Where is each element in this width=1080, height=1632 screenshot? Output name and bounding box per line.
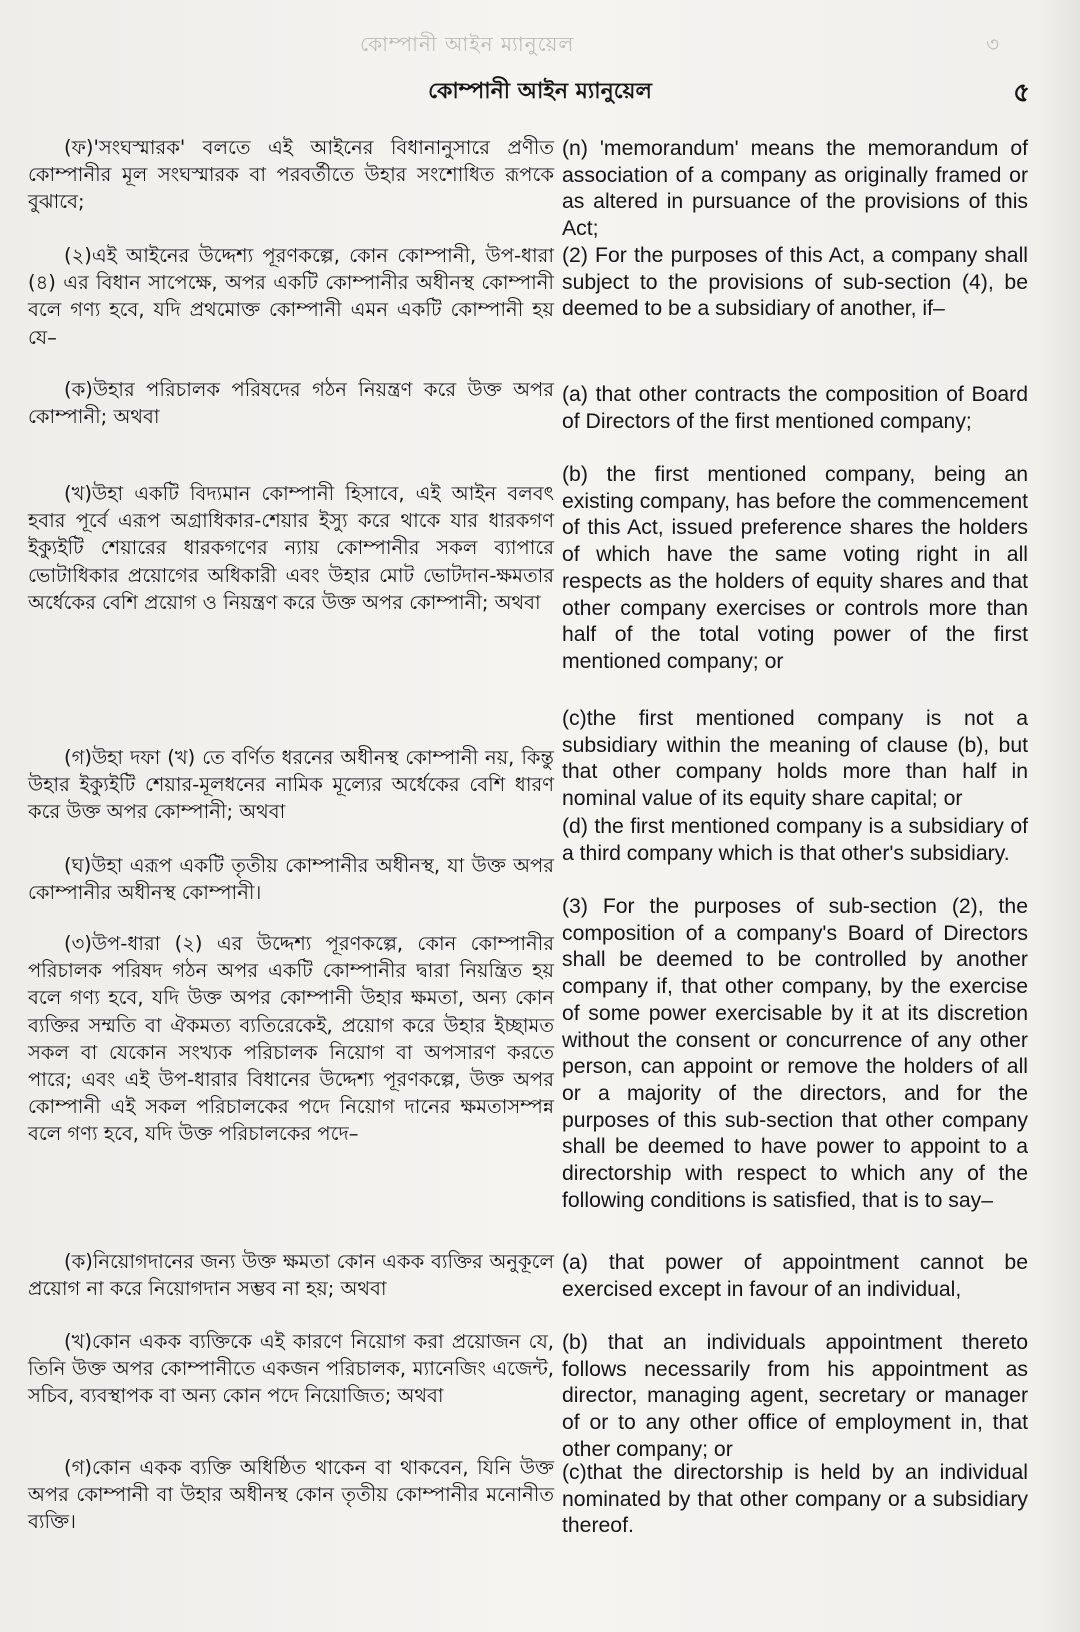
- page-title: কোম্পানী আইন ম্যানুয়েল: [428, 79, 652, 104]
- bleed-through-page-number: ৩: [985, 32, 1000, 56]
- english-paragraph: (c)the first mentioned company is not a subsidiary within the meaning of clause (b), but that other company holds more than half in nominal value of its equity share capital; or: [562, 707, 1028, 811]
- english-paragraph: (2) For the purposes of this Act, a company shall subject to the provisions of sub-section (4), be deemed to be a subsidiary of another, if–: [562, 244, 1028, 321]
- english-paragraph: (b) the first mentioned company, being an existing company, has before the commencement of this Act, issued preference shares the holders of which have the same voting right in all respects as the holders of equity shares and that other company exercises or controls more than half of the total voting power of the first mentioned company; or: [562, 463, 1028, 673]
- bengali-paragraph: (গ)উহা দফা (খ) তে বর্ণিত ধরনের অধীনস্থ কোম্পানী নয়, কিন্তু উহার ইক্যুইটি শেয়ার-মূলধনের নামিক মূল্যের অর্ধেকের বেশি ধারণ করে উক্ত অপর কোম্পানী; অথবা: [28, 746, 554, 824]
- english-paragraph: (c)that the directorship is held by an individual nominated by that other company or a subsidiary thereof.: [562, 1461, 1028, 1538]
- bengali-paragraph: (ক)উহার পরিচালক পরিষদের গঠন নিয়ন্ত্রণ করে উক্ত অপর কোম্পানী; অথবা: [28, 378, 554, 429]
- bengali-paragraph: (২)এই আইনের উদ্দেশ্য পূরণকল্পে, কোন কোম্পানী, উপ-ধারা (৪) এর বিধান সাপেক্ষে, অপর একটি কোম্পানীর অধীনস্থ কোম্পানী বলে গণ্য হবে, যদি প্রথমোক্ত কোম্পানী এমন একটি কোম্পানী হয় যে–: [28, 244, 554, 349]
- bengali-paragraph: (ফ)'সংঘস্মারক' বলতে এই আইনের বিধানানুসারে প্রণীত কোম্পানীর মূল সংঘস্মারক বা পরবর্তীতে উহার সংশোধিত রূপকে বুঝাবে;: [28, 136, 554, 214]
- english-paragraph: (n) 'memorandum' means the memorandum of association of a company as originally framed or as altered in pursuance of the provisions of this Act;: [562, 137, 1028, 241]
- bleed-through-title: কোম্পানী আইন ম্যানুয়েল: [360, 32, 575, 56]
- bengali-paragraph: (খ)কোন একক ব্যক্তিকে এই কারণে নিয়োগ করা প্রয়োজন যে, তিনি উক্ত অপর কোম্পানীতে একজন পরিচালক, ম্যানেজিং এজেন্ট, সচিব, ব্যবস্থাপক বা অন্য কোন পদে নিয়োজিত; অথবা: [28, 1330, 554, 1408]
- english-paragraph: (d) the first mentioned company is a subsidiary of a third company which is that other's subsidiary.: [562, 815, 1028, 865]
- english-paragraph: (a) that other contracts the composition of Board of Directors of the first mentioned company;: [562, 383, 1028, 433]
- bengali-paragraph: (ক)নিয়োগদানের জন্য উক্ত ক্ষমতা কোন একক ব্যক্তির অনুকূলে প্রয়োগ না করে নিয়োগদান সম্ভব না হয়; অথবা: [28, 1250, 554, 1301]
- bengali-paragraph: (৩)উপ-ধারা (২) এর উদ্দেশ্য পূরণকল্পে, কোন কোম্পানীর পরিচালক পরিষদ গঠন অপর একটি কোম্পানীর দ্বারা নিয়ন্ত্রিত হয় বলে গণ্য হবে, যদি উক্ত অপর কোম্পানী উহার ক্ষমতা, অন্য কোন ব্যক্তির সম্মতি বা ঐকমত্য ব্যতিরেকেই, প্রয়োগ করে উহার ইচ্ছামত সকল বা যেকোন সংখ্যক পরিচালক নিয়োগ বা অপসারণ করতে পারে; এবং এই উপ-ধারার বিধানের উদ্দেশ্য পূরণকল্পে, উক্ত অপর কোম্পানী এই সকল পরিচালকের পদে নিয়োগ দানের ক্ষমতাসম্পন্ন বলে গণ্য হবে, যদি উক্ত পরিচালকের পদে–: [28, 932, 554, 1146]
- english-paragraph: (b) that an individuals appointment thereto follows necessarily from his appointment as director, managing agent, secretary or manager of or to any other office of employment in, that other company; or: [562, 1331, 1028, 1461]
- bengali-paragraph: (খ)উহা একটি বিদ্যমান কোম্পানী হিসাবে, এই আইন বলবৎ হবার পূর্বে এরূপ অগ্রাধিকার-শেয়ার ইস্যু করে থাকে যার ধারকগণ ইক্যুইটি শেয়ারের ধারকগণের ন্যায় কোম্পানীর সকল ব্যাপারে ভোটাধিকার প্রয়োগের অধিকারী এবং উহার মোট ভোটদান-ক্ষমতার অর্ধেকের বেশি প্রয়োগ ও নিয়ন্ত্রণ করে উক্ত অপর কোম্পানী; অথবা: [28, 482, 554, 614]
- bengali-paragraph: (গ)কোন একক ব্যক্তি অধিষ্ঠিত থাকেন বা থাকবেন, যিনি উক্ত অপর কোম্পানী বা উহার অধীনস্থ কোন তৃতীয় কোম্পানীর মনোনীত ব্যক্তি।: [28, 1456, 554, 1534]
- page-number: ৫: [1013, 78, 1030, 108]
- bengali-paragraph: (ঘ)উহা এরূপ একটি তৃতীয় কোম্পানীর অধীনস্থ, যা উক্ত অপর কোম্পানীর অধীনস্থ কোম্পানী।: [28, 854, 554, 905]
- english-paragraph: (3) For the purposes of sub-section (2), the composition of a company's Board of Directors shall be deemed to be controlled by another company if, that other company, by the exercise of some power exercisable by it at its discretion without the consent or concurrence of any other person, can appoint or remove the holders of all or a majority of the directors, and for the purposes of this sub-section that other company shall be deemed to have power to appoint to a directorship with respect to which any of the following conditions is satisfied, that is to say–: [562, 895, 1028, 1212]
- english-paragraph: (a) that power of appointment cannot be exercised except in favour of an individual,: [562, 1251, 1028, 1301]
- page-gutter-shadow: [1040, 0, 1080, 1632]
- bleed-through-header: [360, 30, 1000, 63]
- page-header: [0, 74, 1080, 114]
